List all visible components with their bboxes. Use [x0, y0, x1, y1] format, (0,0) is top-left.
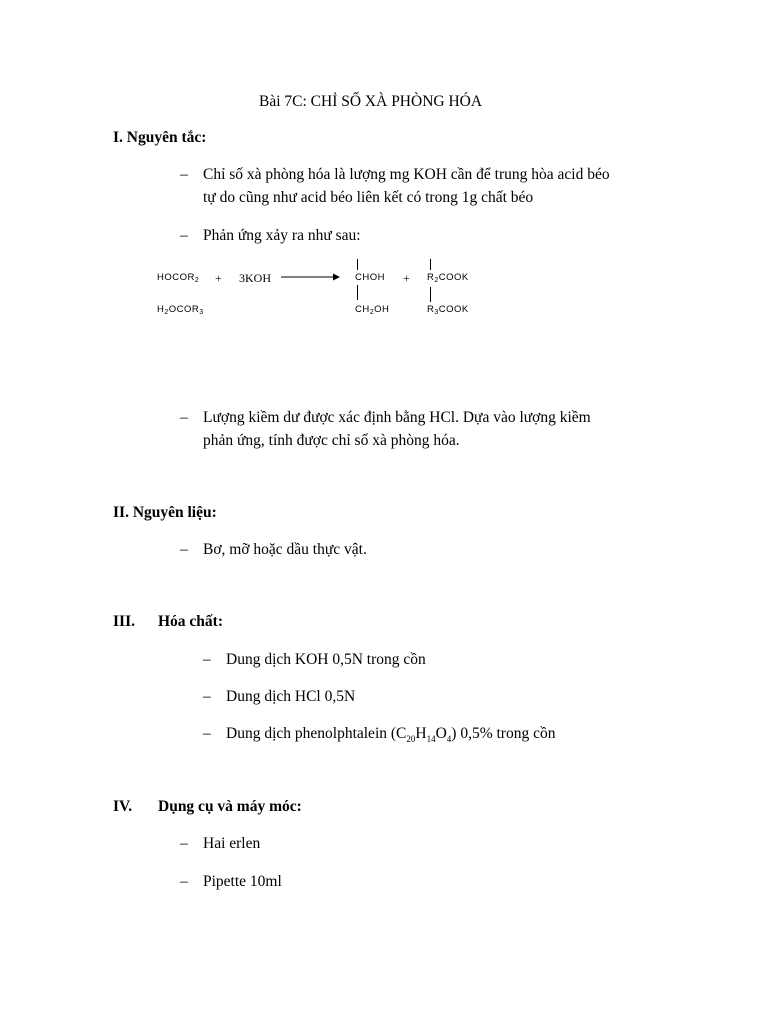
plus-sign-2: + [403, 271, 410, 285]
equipment-item-pipette: Pipette 10ml [203, 873, 282, 890]
chemical-item-phenolphtalein: Dung dịch phenolphtalein $(C_{20}H_{14}O_4)$ 0,5% trong cồn [226, 725, 556, 745]
titration-text-line2: phản ứng, tính được chỉ số xà phòng hóa. [203, 432, 460, 449]
materials-item: Bơ, mỡ hoặc dầu thực vật. [203, 541, 367, 558]
bond-line [357, 259, 358, 270]
section-number-equipment: IV. [113, 798, 133, 815]
bullet-dash: – [180, 166, 188, 183]
bullet-dash: – [203, 725, 211, 742]
bullet-dash: – [180, 541, 188, 558]
section-heading-principle: I. Nguyên tắc: [113, 129, 207, 146]
reagent-koh: 3KOH [239, 271, 271, 285]
chemical-item-koh: Dung dịch KOH 0,5N trong cồn [226, 651, 426, 668]
product-ch2oh: $CH_2OH$ [355, 304, 390, 316]
section-number-chemicals: III. [113, 613, 135, 630]
section-heading-equipment: Dụng cụ và máy móc: [158, 798, 302, 815]
reaction-arrow-icon [281, 271, 341, 283]
bond-line [430, 287, 431, 302]
page-title: Bài 7C: CHỈ SỐ XÀ PHÒNG HÓA [259, 93, 483, 110]
equipment-item-erlen: Hai erlen [203, 835, 261, 852]
section-heading-chemicals: Hóa chất: [158, 613, 224, 630]
bond-line [430, 259, 431, 270]
product-choh: CHOH [355, 272, 385, 283]
principle-text-line2: tự do cũng như acid béo liên kết có trong 1g chất béo [203, 189, 534, 206]
bond-line [357, 285, 358, 300]
plus-sign-1: + [215, 271, 222, 285]
reaction-intro: Phản ứng xảy ra như sau: [203, 227, 361, 244]
bullet-dash: – [180, 873, 188, 890]
titration-text-line1: Lượng kiềm dư được xác định bằng HCl. Dựa vào lượng kiềm [203, 409, 591, 426]
product-r2cook: $R_2COOK$ [427, 272, 469, 284]
reactant-hocor2: $HOCOR_2$ [157, 272, 200, 284]
product-r3cook: $R_3COOK$ [427, 304, 469, 316]
bullet-dash: – [180, 227, 188, 244]
chemical-item-hcl: Dung dịch HCl 0,5N [226, 688, 356, 705]
reactant-h2ocor3: $H_2OCOR_3$ [157, 304, 204, 316]
principle-text-line1: Chỉ số xà phòng hóa là lượng mg KOH cần để trung hòa acid béo [203, 166, 610, 183]
bullet-dash: – [203, 688, 211, 705]
section-heading-materials: II. Nguyên liệu: [113, 504, 217, 521]
bullet-dash: – [203, 651, 211, 668]
bullet-dash: – [180, 835, 188, 852]
bullet-dash: – [180, 409, 188, 426]
